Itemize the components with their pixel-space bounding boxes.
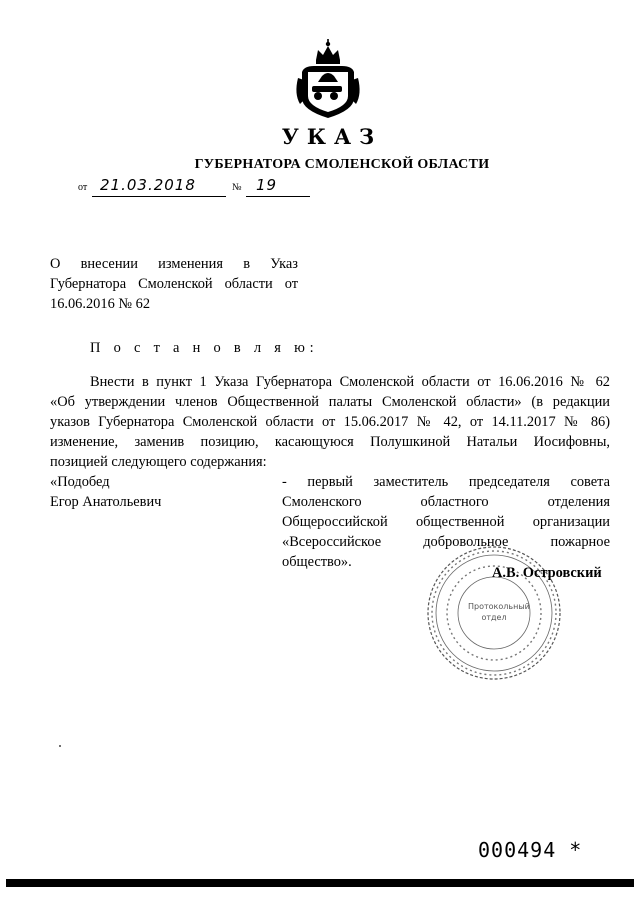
member-name-line: Егор Анатольевич — [50, 494, 162, 510]
headline-line: 16.06.2016 № 62 — [50, 296, 151, 312]
paragraph-line: «Об утверждении членов Общественной палаты Смоленской области» (в редакции — [50, 394, 610, 410]
stamp-text: отдел — [481, 613, 507, 622]
date-value: 21.03.2018 — [100, 176, 196, 194]
member-position-line: Смоленского областного отделения — [282, 494, 610, 510]
paragraph-line: изменение, заменив позицию, касающуюся Полушкиной Натальи Иосифовны, — [50, 434, 610, 450]
paragraph-line: указов Губернатора Смоленской области от 15.06.2017 № 42, от 14.11.2017 № 86) — [50, 414, 610, 430]
serial-number: 000494 * — [478, 838, 583, 862]
number-prefix: № — [232, 182, 242, 193]
date-prefix: от — [78, 182, 88, 193]
document-title: УКАЗ — [281, 124, 383, 149]
headline-line: Губернатора Смоленской области от — [50, 276, 298, 292]
member-position-line: общество». — [282, 554, 352, 570]
member-name-line: «Подобед — [50, 474, 110, 490]
document-subtitle: ГУБЕРНАТОРА СМОЛЕНСКОЙ ОБЛАСТИ — [194, 157, 490, 172]
bottom-border-bar — [6, 879, 634, 887]
paragraph-line: Внести в пункт 1 Указа Губернатора Смоленской области от 16.06.2016 № 62 — [90, 374, 610, 390]
paragraph-line: позицией следующего содержания: — [50, 454, 267, 470]
date-underline — [92, 195, 226, 197]
number-value: 19 — [256, 176, 278, 194]
stamp-text: Протокольный — [468, 602, 530, 611]
number-underline — [246, 195, 310, 197]
member-position-line: «Всероссийское добровольное пожарное — [282, 534, 610, 550]
scan-speck — [59, 745, 61, 747]
headline-line: О внесении изменения в Указ — [50, 256, 298, 272]
member-position-line: Общероссийской общественной организации — [282, 514, 610, 530]
official-stamp — [424, 543, 564, 683]
member-position-line: - первый заместитель председателя совета — [282, 474, 610, 490]
document-headline — [50, 254, 298, 314]
decree-word: П о с т а н о в л я ю: — [90, 340, 319, 356]
coat-of-arms-emblem — [294, 38, 362, 122]
signatory-name: А.В. Островский — [492, 565, 602, 581]
